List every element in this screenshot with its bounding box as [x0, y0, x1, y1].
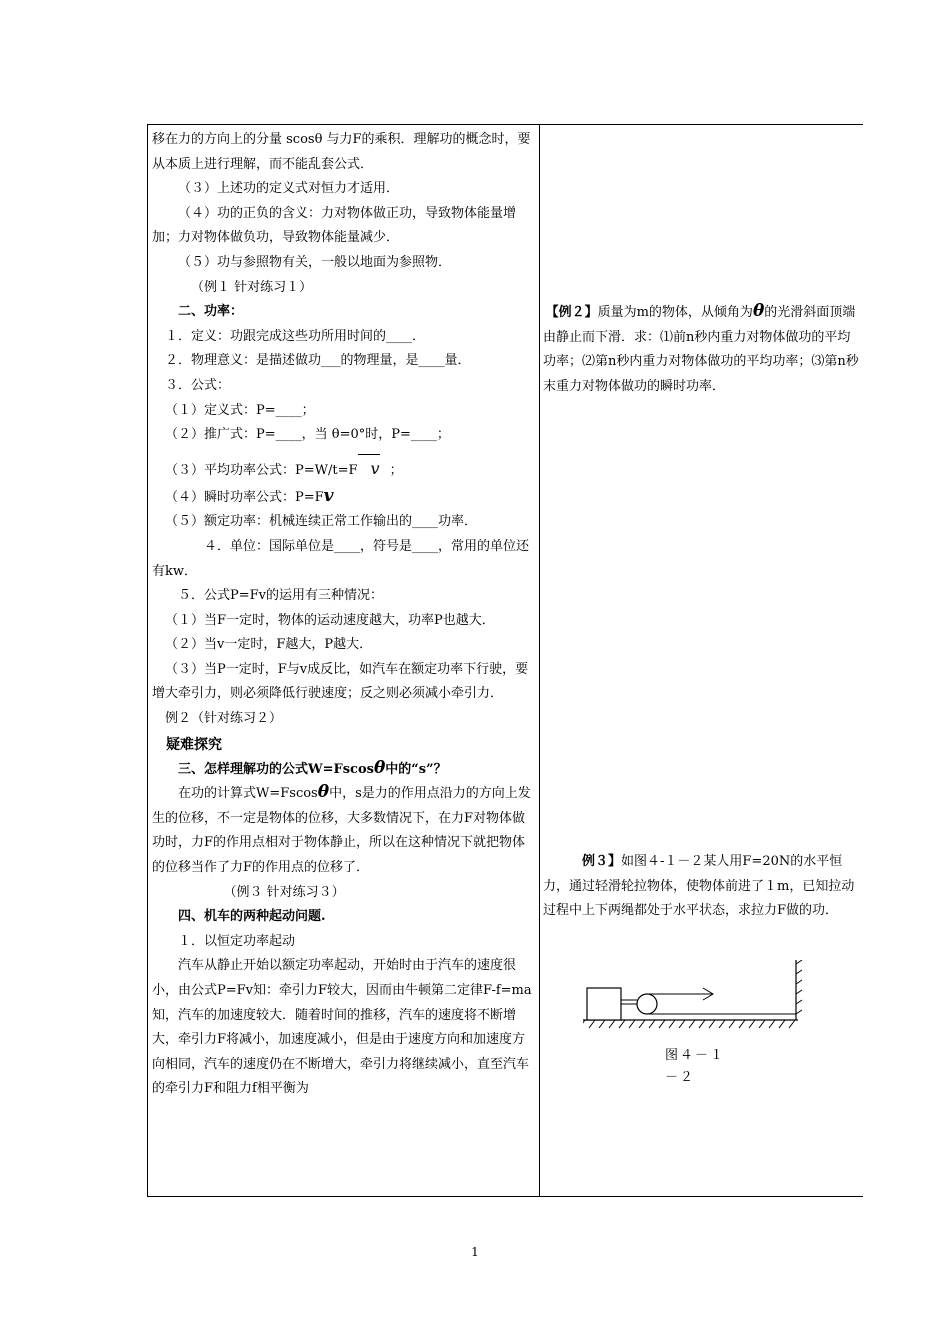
formula-generalized: （２）推广式：P=____，当 θ=0°时，P=____；: [165, 427, 450, 443]
theta-symbol: θ: [373, 757, 386, 778]
example-3-label: 例３】: [582, 854, 622, 869]
column-divider: [539, 125, 540, 1196]
work-text-1: 移在力的方向上的分量 scosθ 与力F的乘积．理解功的概念时，要从本质上进行理解，而不能乱套公式．: [152, 132, 531, 172]
example-ref-1: （例１ 针对练习１）: [191, 279, 313, 295]
power-definition: １．定义：功跟完成这些功所用时间的____．: [165, 328, 426, 344]
displacement-explanation: 在功的计算式W=Fscosθ中，s是力的作用点沿力的方向上发生的位移，不一定是物体的位移，大多数情况下，在力F对物体做功时，力F的作用点相对于物体静止，所以在这种情况下就把物体的位移当作了力F的作用点的位移了．: [152, 782, 531, 876]
formula-definition: （１）定义式：P=____；: [165, 402, 315, 418]
work-text-2: （３）上述功的定义式对恒力才适用．: [178, 181, 400, 197]
power-unit: ４．单位：国际单位是____，符号是____，常用的单位还有kw．: [152, 538, 530, 579]
fv-case-1: （１）当F一定时，物体的运动速度越大，功率P也越大．: [165, 612, 495, 628]
example-ref-2: 例２（针对练习２）: [165, 711, 283, 727]
fv-case-2: （２）当v一定时，F越大，P越大．: [165, 637, 373, 653]
v-symbol: v: [323, 485, 334, 506]
pulley-figure: [583, 960, 803, 1040]
formula-average: （３）平均功率公式：P=W/t=F v ；: [152, 454, 532, 486]
left-column: [152, 128, 532, 1102]
wall-hatching: [796, 960, 802, 1014]
example-3-block: 例３】如图４-１－２某人用F=20N的水平恒力，通过轻滑轮拉物体，使物体前进了１m，已知拉动过程中上下两绳都处于水平状态，求拉力F做的功．: [543, 854, 855, 919]
section-four-heading: 四、机车的两种起动问题.: [178, 909, 326, 925]
example-2-label: 【例２】: [545, 305, 598, 320]
ground-hatching: [583, 1020, 795, 1028]
pulley-wheel: [637, 994, 657, 1014]
constant-power-explanation: 汽车从静止开始以额定功率起动，开始时由于汽车的速度很小，由公式P=Fv知：牵引力F较大，因而由牛顿第二定律F-f=ma知，汽车的加速度较大．随着时间的推移，汽车的速度将不断增大，牵引力F将减小，加速度减小，但是由于速度方向和加速度方向相同，汽车的速度仍在不断增大，牵引力将继续减小，直至汽车的牵引力F和阻力f相平衡为: [152, 958, 532, 1097]
fv-cases-title: ５．公式P=Fv的运用有三种情况：: [178, 588, 384, 604]
power-meaning: ２．物理意义：是描述做功___的物理量，是____量．: [165, 353, 471, 369]
content-table: [147, 124, 863, 1197]
fv-case-3: （３）当P一定时，F与v成反比，如汽车在额定功率下行驶，要增大牵引力，则必须降低行驶速度；反之则必须减小牵引力．: [152, 661, 529, 702]
rated-power: （５）额定功率：机械连续正常工作输出的____功率．: [165, 514, 478, 530]
theta-symbol-2: θ: [317, 782, 330, 803]
example-2-block: 【例２】质量为m的物体，从倾角为θ的光滑斜面顶端由静止而下滑．求：⑴前n秒内重力对物体做功的平均功率；⑵第n秒内重力对物体做功的平均功率；⑶第n秒末重力对物体做功的瞬时功率．: [543, 301, 859, 394]
section-power-heading: 二、功率：: [178, 304, 244, 320]
formula-instant: （４）瞬时功率公式：P=Fv: [165, 485, 334, 506]
work-text-4: （５）功与参照物有关，一般以地面为参照物．: [178, 254, 452, 270]
v-bar-symbol: v: [358, 454, 380, 484]
difficult-questions-heading: 疑难探究: [166, 736, 222, 753]
example-ref-3: （例３ 针对练习３）: [223, 884, 345, 900]
figure-caption: 图４－１ －２: [665, 1048, 726, 1085]
constant-power-start: １．以恒定功率起动: [178, 933, 296, 949]
work-text-3: （４）功的正负的含义：力对物体做正功，导致物体能量增加；力对物体做负功，导致物体能量减少．: [152, 205, 517, 246]
page-number: 1: [471, 1245, 479, 1259]
section-three-heading: 三、怎样理解功的公式W=Fscosθ中的“s”？: [178, 757, 447, 778]
table-left-border: [147, 125, 148, 1196]
power-formula-title: ３．公式：: [165, 377, 231, 393]
incline-theta: θ: [752, 301, 765, 321]
block: [587, 988, 621, 1020]
